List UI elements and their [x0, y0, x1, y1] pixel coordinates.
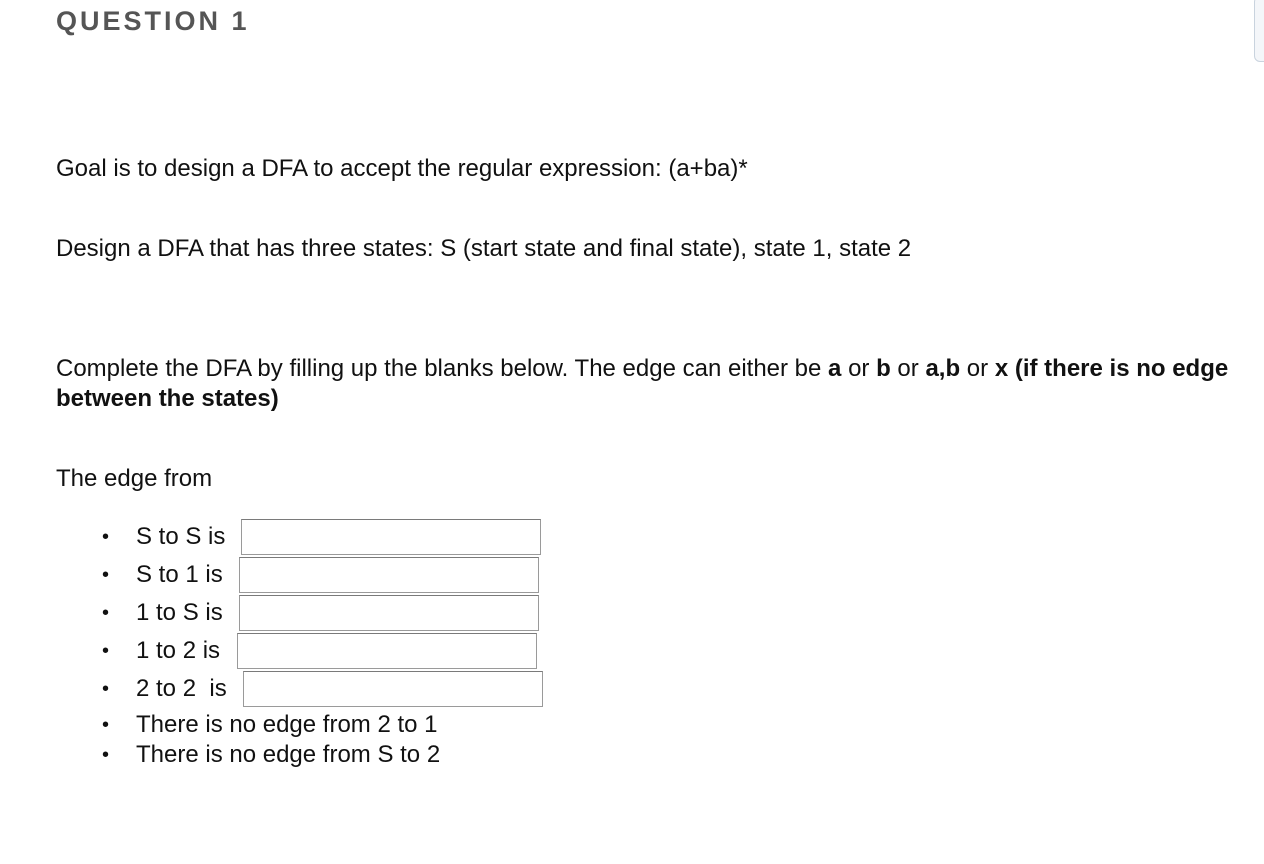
edge-1-to-2-input[interactable]	[237, 633, 537, 669]
option-a: a	[828, 355, 842, 382]
option-b: b	[876, 355, 891, 382]
goal-text: Goal is to design a DFA to accept the regular expression: (a+ba)*	[56, 155, 748, 182]
bullet-icon: •	[102, 564, 110, 586]
option-x: x (if there is no edge between the states)	[56, 355, 1229, 412]
design-text: Design a DFA that has three states: S (start state and final state), state 1, state 2	[56, 235, 912, 262]
option-a-b: a,b	[925, 355, 961, 382]
instructions-part: Complete the DFA by filling up the blanks below. The edge can either be	[56, 355, 829, 382]
bullet-icon: •	[102, 678, 110, 700]
note-text: There is no edge from 2 to 1	[136, 711, 438, 738]
bullet-icon: •	[102, 744, 110, 766]
scrollbar[interactable]	[1254, 0, 1264, 62]
bullet-icon: •	[102, 640, 110, 662]
bullet-icon: •	[102, 714, 110, 736]
edge-s-to-1-input[interactable]	[239, 557, 539, 593]
edge-label: S to 1 is	[136, 561, 223, 588]
instructions-part: or	[890, 355, 926, 382]
instructions-part: or	[960, 355, 995, 382]
instructions-part: or	[841, 355, 877, 382]
edge-s-to-s-input[interactable]	[241, 519, 541, 555]
instructions-text	[56, 354, 1246, 414]
edge-label: 1 to S is	[136, 599, 223, 626]
bullet-icon: •	[102, 602, 110, 624]
edge-2-to-2-input[interactable]	[243, 671, 543, 707]
edge-from-heading: The edge from	[56, 465, 213, 492]
edge-label: 1 to 2 is	[136, 637, 221, 664]
bullet-icon: •	[102, 526, 110, 548]
edge-label: 2 to 2 is	[136, 675, 227, 702]
edge-1-to-s-input[interactable]	[239, 595, 539, 631]
edge-label: S to S is	[136, 523, 226, 550]
question-title: QUESTION 1	[56, 6, 250, 36]
note-text: There is no edge from S to 2	[136, 741, 441, 768]
